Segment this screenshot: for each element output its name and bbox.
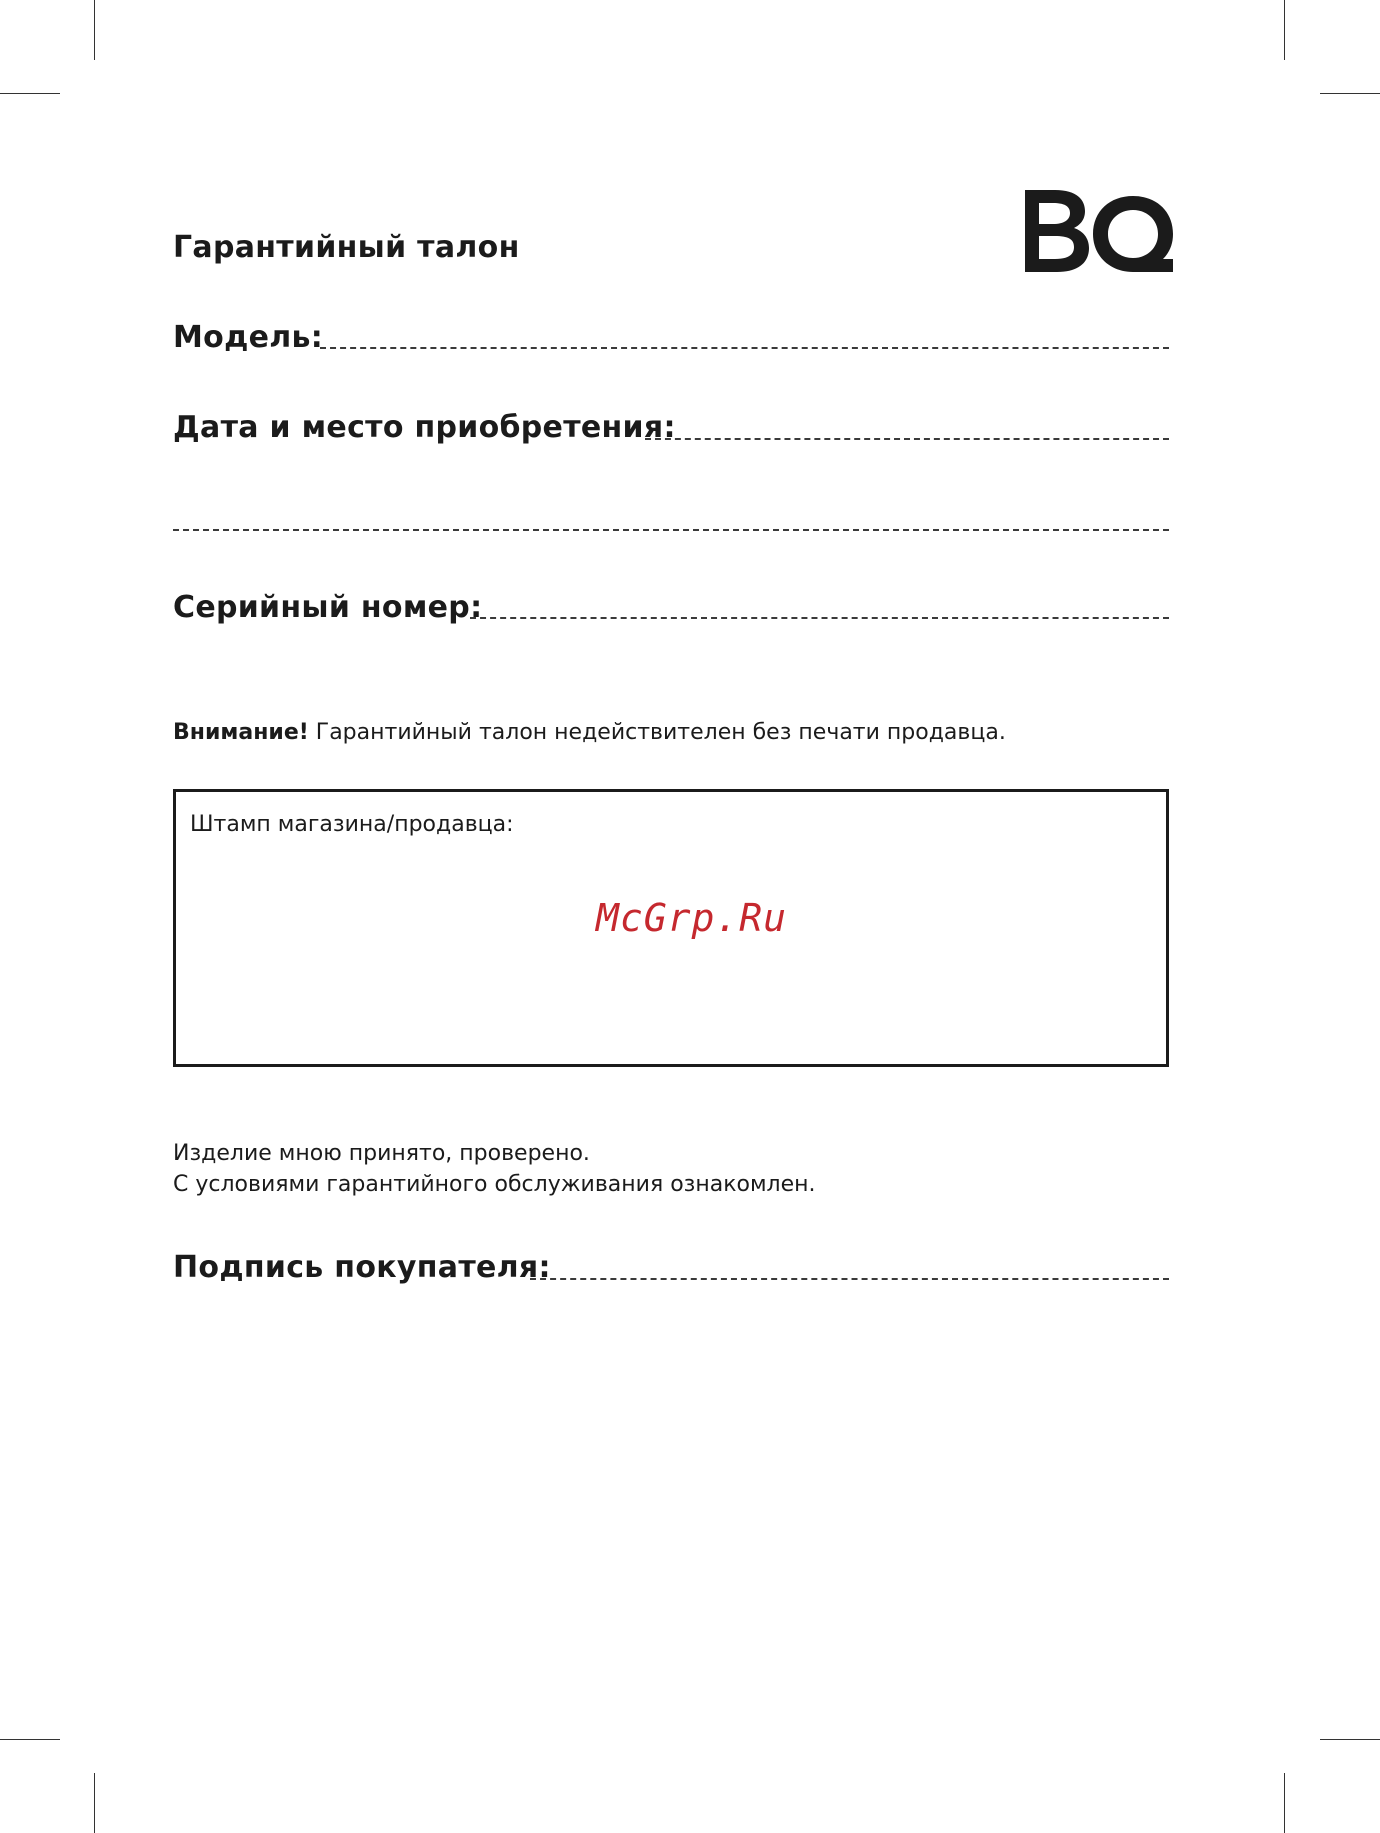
page-title: Гарантийный талон [173, 230, 520, 265]
crop-mark-top-right-v [1284, 0, 1285, 60]
purchase-input-line-2[interactable] [173, 529, 1169, 531]
notice-emphasis: Внимание! [173, 720, 309, 745]
stamp-box [173, 789, 1169, 1067]
acceptance-line-1: Изделие мною принято, проверено. [173, 1141, 590, 1166]
purchase-label: Дата и место приобретения: [173, 410, 676, 445]
acceptance-statement [173, 1138, 816, 1200]
model-label: Модель: [173, 320, 324, 355]
warranty-notice [173, 720, 1006, 745]
serial-label: Серийный номер: [173, 590, 483, 625]
signature-input-line[interactable] [530, 1278, 1169, 1280]
crop-mark-top-left-v [94, 0, 95, 60]
crop-mark-bottom-left-v [94, 1773, 95, 1833]
model-input-line[interactable] [320, 347, 1169, 349]
crop-mark-top-left-h [0, 93, 60, 94]
crop-mark-bottom-right-h [1320, 1739, 1380, 1740]
signature-label: Подпись покупателя: [173, 1250, 551, 1285]
bq-logo [1025, 190, 1173, 272]
watermark: McGrp.Ru [596, 896, 788, 940]
notice-text: Гарантийный талон недействителен без печати продавца. [308, 720, 1006, 745]
serial-input-line[interactable] [470, 617, 1169, 619]
purchase-input-line[interactable] [645, 438, 1169, 440]
crop-mark-bottom-left-h [0, 1739, 60, 1740]
acceptance-line-2: С условиями гарантийного обслуживания ознакомлен. [173, 1172, 816, 1197]
crop-mark-bottom-right-v [1284, 1773, 1285, 1833]
crop-mark-top-right-h [1320, 93, 1380, 94]
stamp-label: Штамп магазина/продавца: [190, 812, 514, 837]
